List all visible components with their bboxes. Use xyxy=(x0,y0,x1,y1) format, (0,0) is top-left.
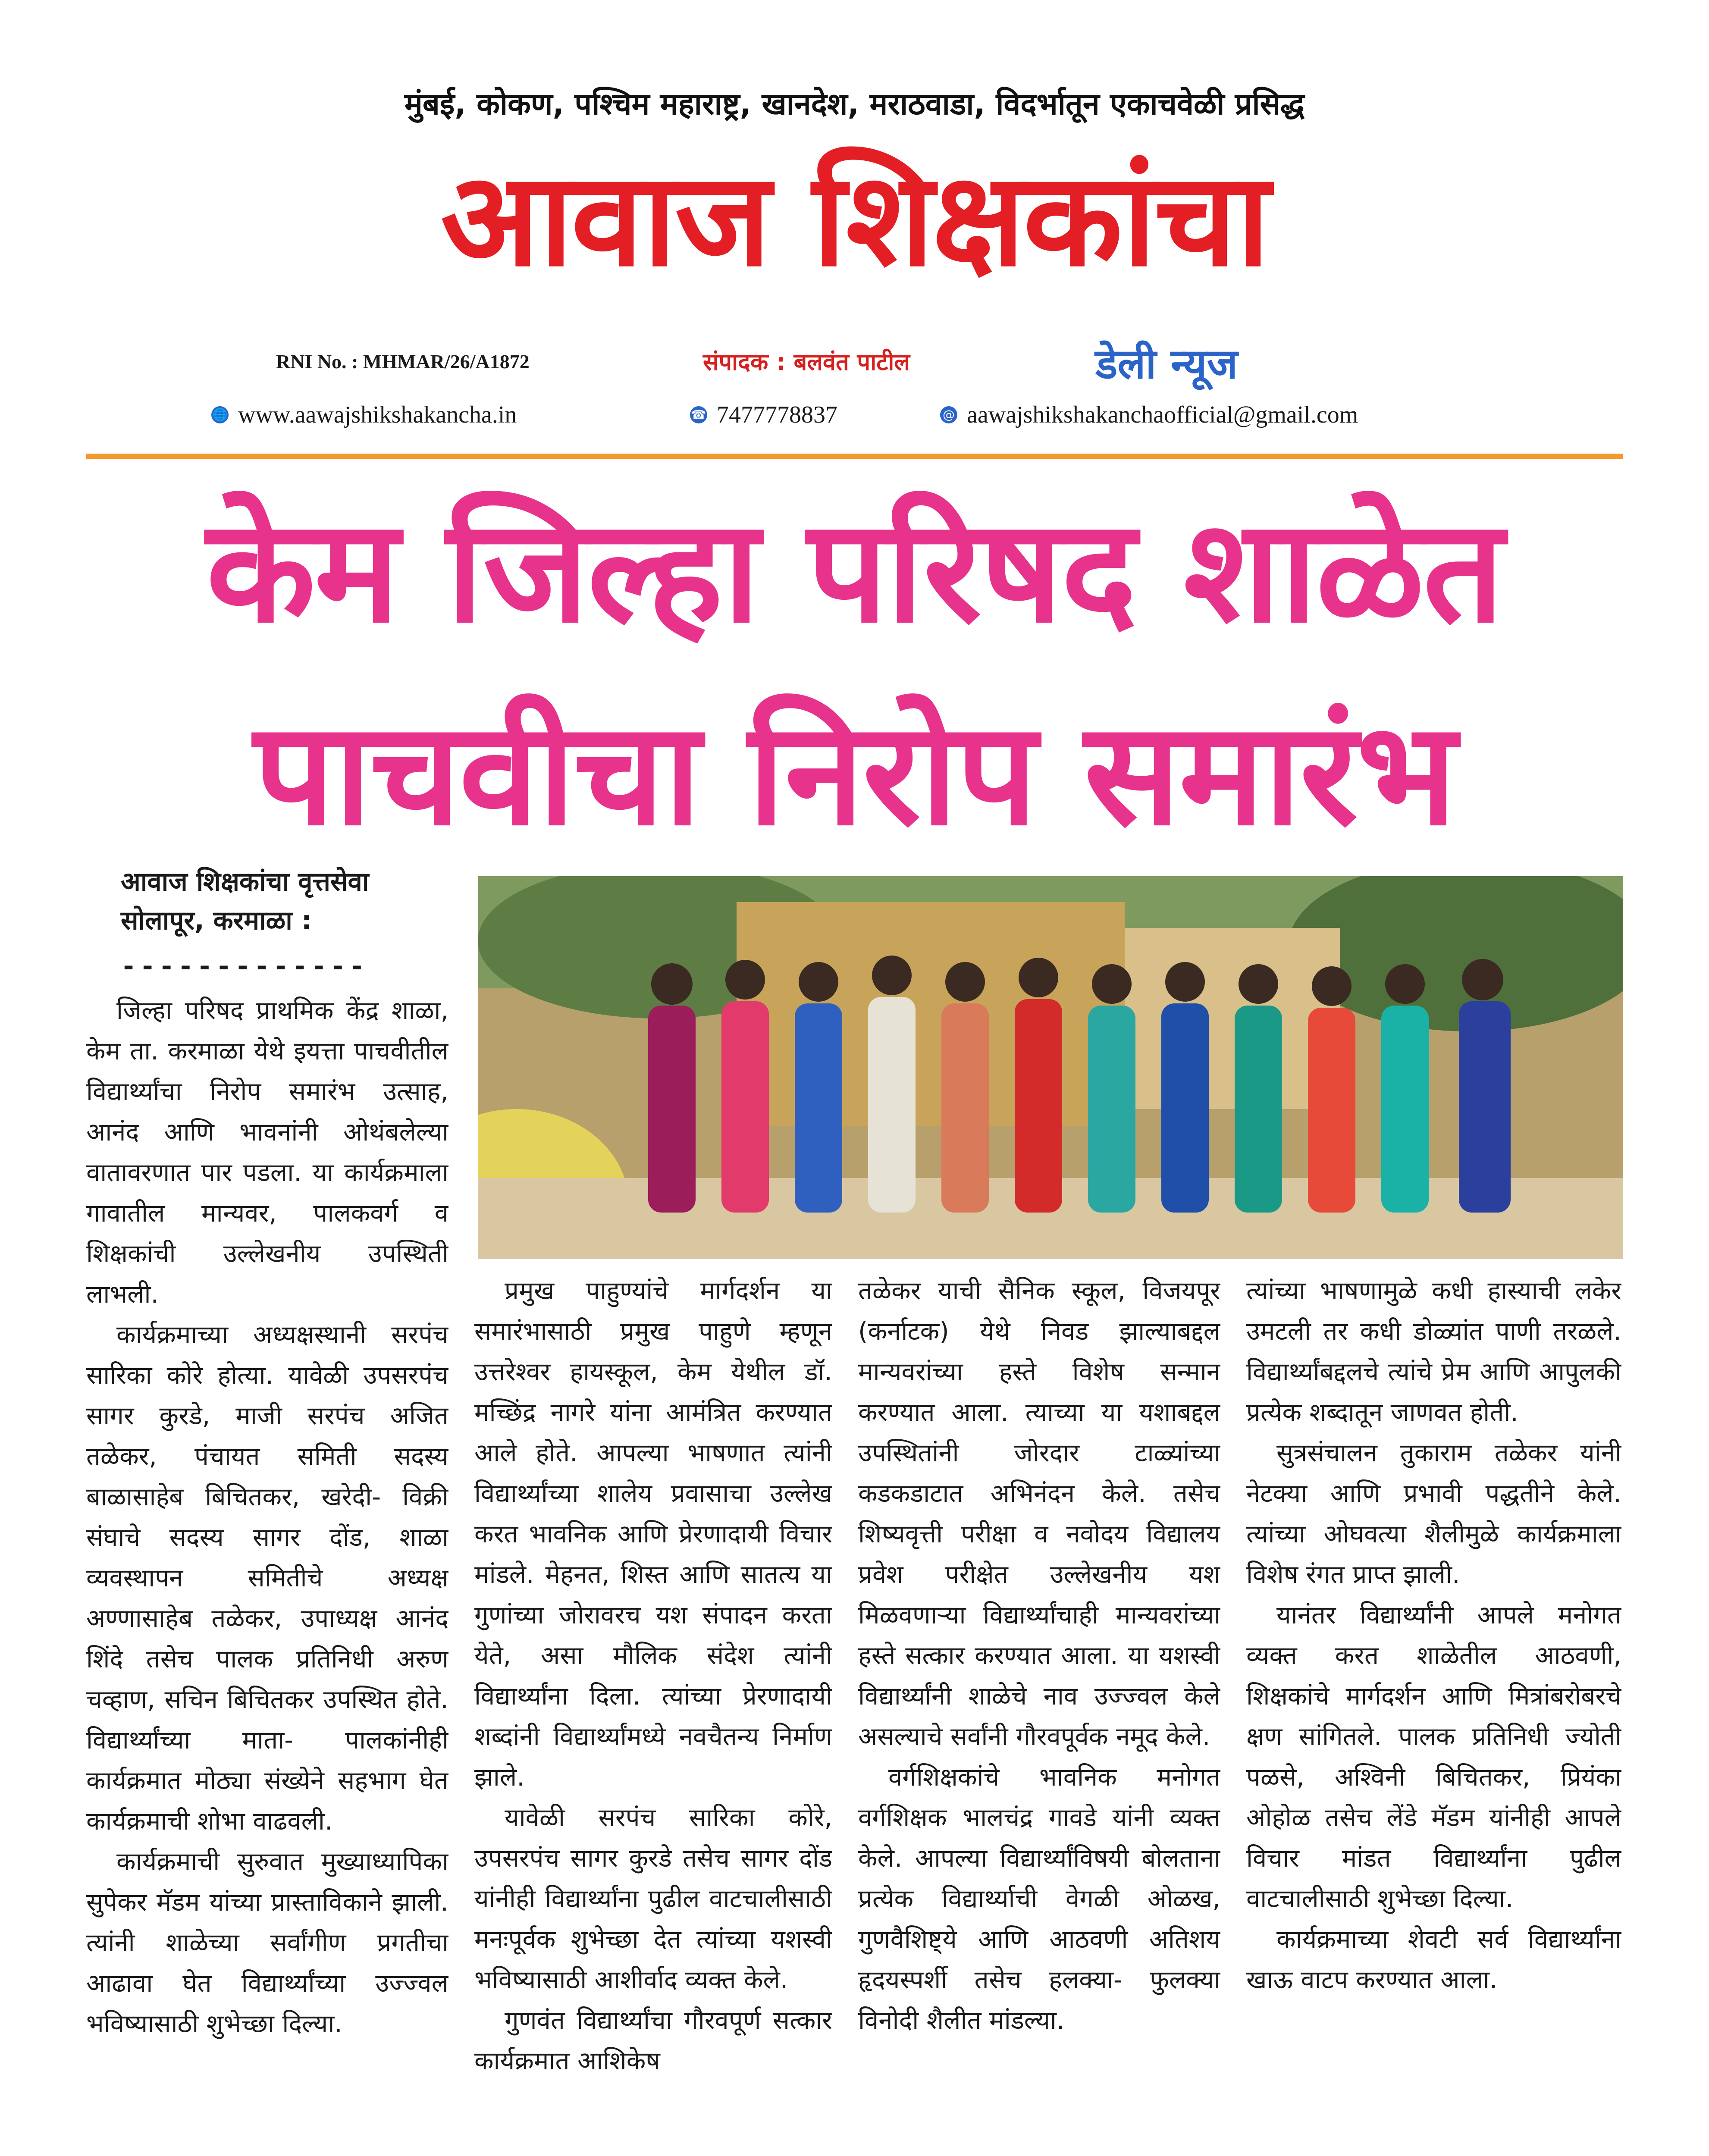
phone-icon: ☎ xyxy=(690,406,707,423)
rni-number: RNI No. : MHMAR/26/A1872 xyxy=(276,351,530,373)
byline-rule: ------------- xyxy=(121,951,368,981)
paragraph: कार्यक्रमाच्या शेवटी सर्व विद्यार्थ्यांना खाऊ वाटप करण्यात आला. xyxy=(1246,1924,1621,1994)
email-icon: @ xyxy=(940,406,957,423)
paragraph: तळेकर याची सैनिक स्कूल, विजयपूर (कर्नाटक) येथे निवड झाल्याबद्दल मान्यवरांच्या हस्ते विशेष सन्मान करण्यात आला. त्याच्या या यशाबद्दल उपस्थितांनी जोरदार टाळ्यांच्या कडकडाटात अभिनंदन केले. तसेच शिष्यवृत्ती परीक्षा व नवोदय विद्यालय प्रवेश परीक्षेत उल्लेखनीय यश मिळवणाऱ्या विद्यार्थ्यांचाही मान्यवरांच्या हस्ते सत्कार करण्यात आला. या यशस्वी विद्यार्थ्यांनी शाळेचे नाव उज्ज्वल केले असल्याचे सर्वांनी गौरवपूर्वक नमूद केले. xyxy=(858,1276,1220,1751)
paragraph: यानंतर विद्यार्थ्यांनी आपले मनोगत व्यक्त करत शाळेतील आठवणी, शिक्षकांचे मार्गदर्शन आणि मित्रांबरोबरचे क्षण सांगितले. पालक प्रतिनिधी ज्योती पळसे, अश्विनी बिचितकर, प्रियंका ओहोळ तसेच लेंडे मॅडम यांनीही आपले विचार मांडत विद्यार्थ्यांना पुढील वाटचालीसाठी शुभेच्छा दिल्या. xyxy=(1246,1600,1621,1913)
contact-website[interactable] xyxy=(211,401,517,429)
paragraph: त्यांच्या भाषणामुळे कधी हास्याची लकेर उमटली तर कधी डोळ्यांत पाणी तरळले. विद्यार्थ्यांबद्दलचे त्यांचे प्रेम आणि आपुलकी प्रत्येक शब्दातून जाणवत होती. xyxy=(1246,1276,1621,1427)
masthead-title: आवाज शिक्षकांचा xyxy=(440,144,1269,295)
paragraph: कार्यक्रमाच्या अध्यक्षस्थानी सरपंच सारिका कोरे होत्या. यावेळी उपसरपंच सागर कुरडे, माजी सरपंच अजित तळेकर, पंचायत समिती सदस्य बाळासाहेब बिचितकर, खरेदी- विक्री संघाचे सदस्य सागर दोंड, शाळा व्यवस्थापन समितीचे अध्यक्ष अण्णासाहेब तळेकर, उपाध्यक्ष आनंद शिंदे तसेच पालक प्रतिनिधी अरुण चव्हाण, सचिन बिचितकर उपस्थित होते. विद्यार्थ्यांच्या माता- पालकांनीही कार्यक्रमात मोठ्या संख्येने सहभाग घेत कार्यक्रमाची शोभा वाढवली. xyxy=(86,1320,448,1836)
globe-icon: 🌐 xyxy=(211,406,229,423)
paragraph: कार्यक्रमाची सुरुवात मुख्याध्यापिका सुपेकर मॅडम यांच्या प्रास्ताविकाने झाली. त्यांनी शाळेच्या सर्वांगीण प्रगतीचा आढावा घेत विद्यार्थ्यांच्या उज्ज्वल भविष्यासाठी शुभेच्छा दिल्या. xyxy=(86,1847,448,2038)
article-column-1 xyxy=(86,990,448,2085)
paragraph: वर्गशिक्षकांचे भावनिक मनोगत वर्गशिक्षक भालचंद्र गावडे यांनी व्यक्त केले. आपल्या विद्यार्थ्यांविषयी बोलताना प्रत्येक विद्यार्थ्याची वेगळी ओळख, गुणवैशिष्ट्ये आणि आठवणी अतिशय हृदयस्पर्शी तसेच हलक्या- फुलक्या विनोदी शैलीत मांडल्या. xyxy=(858,1762,1220,2035)
byline-agency: आवाज शिक्षकांचा वृत्तसेवा xyxy=(121,867,369,897)
byline xyxy=(121,862,369,940)
paragraph: यावेळी सरपंच सारिका कोरे, उपसरपंच सागर कुरडे तसेच सागर दोंड यांनीही विद्यार्थ्यांना पुढील वाटचालीसाठी मनःपूर्वक शुभेच्छा देत त्यांच्या यशस्वी भविष्यासाठी आशीर्वाद व्यक्त केले. xyxy=(474,1803,832,1994)
website-link[interactable]: www.aawajshikshakancha.in xyxy=(238,401,517,428)
edition-label: डेली न्यूज xyxy=(1095,340,1238,388)
contact-phone[interactable] xyxy=(690,401,837,429)
article-column-2 xyxy=(474,1270,832,2090)
tagline: मुंबई, कोकण, पश्चिम महाराष्ट्र, खानदेश, मराठवाडा, विदर्भातून एकाचवेळी प्रसिद्ध xyxy=(405,86,1304,122)
group-photo-illustration xyxy=(478,876,1623,1259)
headline-line-1: केम जिल्हा परिषद शाळेत xyxy=(206,489,1503,654)
headline-line-2: पाचवीचा निरोप समारंभ xyxy=(254,691,1455,857)
article-column-4 xyxy=(1246,1270,1621,2090)
article-headline xyxy=(0,470,1709,875)
paragraph: गुणवंत विद्यार्थ्यांचा गौरवपूर्ण सत्कार कार्यक्रमात आशिकेष xyxy=(474,2006,832,2075)
article-column-3 xyxy=(858,1270,1220,2090)
article-photo xyxy=(478,876,1623,1259)
byline-location: सोलापूर, करमाळा : xyxy=(121,906,312,936)
paragraph: सुत्रसंचालन तुकाराम तळेकर यांनी नेटक्या आणि प्रभावी पद्धतीने केले. त्यांच्या ओघवत्या शैलीमुळे कार्यक्रमाला विशेष रंगत प्राप्त झाली. xyxy=(1246,1438,1621,1589)
header-divider xyxy=(86,454,1623,459)
contact-email[interactable] xyxy=(940,401,1358,429)
paragraph: जिल्हा परिषद प्राथमिक केंद्र शाळा, केम ता. करमाळा येथे इयत्ता पाचवीतील विद्यार्थ्यांचा निरोप समारंभ उत्साह, आनंद आणि भावनांनी ओथंबलेल्या वातावरणात पार पडला. या कार्यक्रमाला गावातील मान्यवर, पालकवर्ग व शिक्षकांची उल्लेखनीय उपस्थिती लाभली. xyxy=(86,996,448,1309)
paragraph: प्रमुख पाहुण्यांचे मार्गदर्शन या समारंभासाठी प्रमुख पाहुणे म्हणून उत्तरेश्वर हायस्कूल, केम येथील डॉ. मच्छिंद्र नागरे यांना आमंत्रित करण्यात आले होते. आपल्या भाषणात त्यांनी विद्यार्थ्यांच्या शालेय प्रवासाचा उल्लेख करत भावनिक आणि प्रेरणादायी विचार मांडले. मेहनत, शिस्त आणि सातत्य या गुणांच्या जोरावरच यश संपादन करता येते, असा मौलिक संदेश त्यांनी विद्यार्थ्यांना दिला. त्यांच्या प्रेरणादायी शब्दांनी विद्यार्थ्यांमध्ये नवचैतन्य निर्माण झाले. xyxy=(474,1276,832,1792)
editor-name: संपादक : बलवंत पाटील xyxy=(703,348,910,376)
phone-number[interactable]: 7477778837 xyxy=(717,401,837,428)
email-link[interactable]: aawajshikshakanchaofficial@gmail.com xyxy=(967,401,1358,428)
